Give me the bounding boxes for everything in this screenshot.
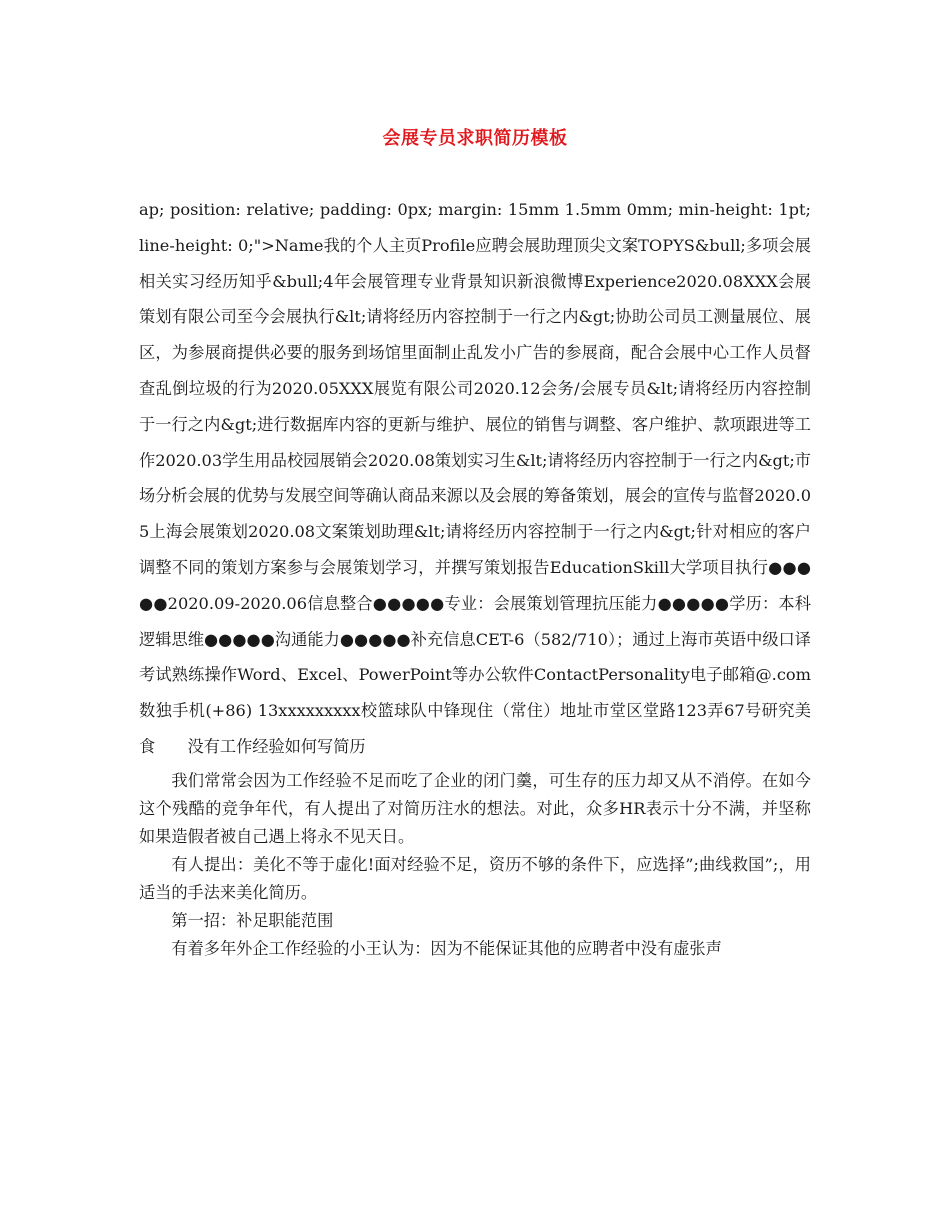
body-paragraph-2: 有人提出：美化不等于虚化!面对经验不足，资历不够的条件下，应选择”;曲线救国”;，用适当的手法来美化简历。 (139, 854, 811, 902)
document-body (139, 192, 811, 963)
document-title: 会展专员求职简历模板 (382, 128, 568, 149)
body-paragraph-3: 有着多年外企工作经验的小王认为：因为不能保证其他的应聘者中没有虚张声 (171, 938, 722, 958)
section-heading-first-tip: 第一招：补足职能范围 (171, 910, 334, 930)
resume-template-text: ap; position: relative; padding: 0px; margin: 15mm 1.5mm 0mm; min-height: 1pt; line-height: 0;">Name我的个人主页Profile应聘会展助理顶尖文案TOPYS&bull;多项会展相关实习经历知乎&bull;4年会展管理专业背景知识新浪微博Experience2020.08XXX会展策划有限公司至今会展执行&lt;请将经历内容控制于一行之内&gt;协助公司员工测量展位、展区，为参展商提供必要的服务到场馆里面制止乱发小广告的参展商，配合会展中心工作人员督查乱倒垃圾的行为2020.05XXX展览有限公司2020.12会务/会展专员&lt;请将经历内容控制于一行之内&gt;进行数据库内容的更新与维护、展位的销售与调整、客户维护、款项跟进等工作2020.03学生用品校园展销会2020.08策划实习生&lt;请将经历内容控制于一行之内&gt;市场分析会展的优势与发展空间等确认商品来源以及会展的筹备策划，展会的宣传与监督2020.05上海会展策划2020.08文案策划助理&lt;请将经历内容控制于一行之内&gt;针对相应的客户调整不同的策划方案参与会展策划学习，并撰写策划报告EducationSkill大学项目执行●●●●●2020.09-2020.06信息整合●●●●●专业：会展策划管理抗压能力●●●●●学历：本科逻辑思维●●●●●沟通能力●●●●●补充信息CET-6（582/710）；通过上海市英语中级口译考试熟练操作Word、Excel、PowerPoint等办公软件ContactPersonality电子邮箱@.com数独手机(+86) 13xxxxxxxxx校篮球队中锋现住（常住）地址市堂区堂路123弄67号研究美食 没有工作经验如何写简历 (139, 200, 811, 756)
body-paragraph-1: 我们常常会因为工作经验不足而吃了企业的闭门羹，可生存的压力却又从不消停。在如今这个残酷的竞争年代，有人提出了对简历注水的想法。对此，众多HR表示十分不满，并坚称如果造假者被自己遇上将永不见天日。 (139, 770, 811, 846)
